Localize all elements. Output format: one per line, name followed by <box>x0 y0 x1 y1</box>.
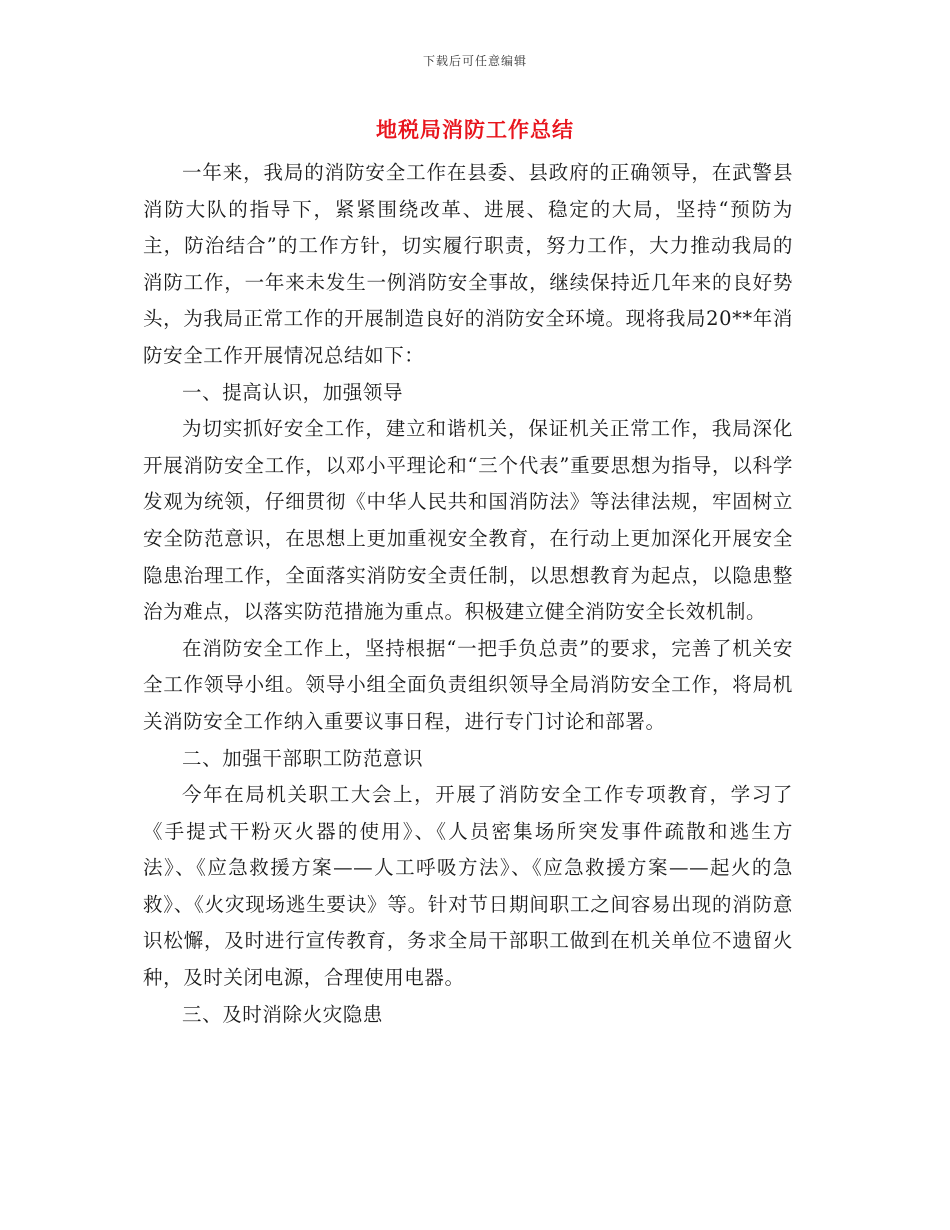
paragraph-section-1-b: 在消防安全工作上，坚持根据“一把手负总责”的要求，完善了机关安全工作领导小组。领导小组全面负责组织领导全局消防安全工作，将局机关消防安全工作纳入重要议事日程，进行专门讨论和部署。 <box>143 636 793 733</box>
paragraph-section-2: 今年在局机关职工大会上，开展了消防安全工作专项教育，学习了《手提式干粉灭火器的使用》、《人员密集场所突发事件疏散和逃生方法》、《应急救援方案——人工呼吸方法》、《应急救援方案——起火的急救》、《火灾现场逃生要诀》等。针对节日期间职工之间容易出现的消防意识松懈，及时进行宣传教育，务求全局干部职工做到在机关单位不遗留火种，及时关闭电源，合理使用电器。 <box>143 783 793 990</box>
paragraph-section-1-a: 为切实抓好安全工作，建立和谐机关，保证机关正常工作，我局深化开展消防安全工作，以邓小平理论和“三个代表”重要思想为指导，以科学发观为统领，仔细贯彻《中华人民共和国消防法》等法律法规，牢固树立安全防范意识，在思想上更加重视安全教育，在行动上更加深化开展安全隐患治理工作，全面落实消防安全责任制，以思想教育为起点，以隐患整治为难点，以落实防范措施为重点。积极建立健全消防安全长效机制。 <box>143 417 793 624</box>
header-note: 下载后可任意编辑 <box>422 54 527 68</box>
section-heading-2: 二、加强干部职工防范意识 <box>182 746 424 770</box>
section-heading-1: 一、提高认识，加强领导 <box>182 380 404 404</box>
document-body <box>143 155 793 1033</box>
paragraph-intro: 一年来，我局的消防安全工作在县委、县政府的正确领导，在武警县消防大队的指导下，紧紧围绕改革、进展、稳定的大局，坚持“预防为主，防治结合”的工作方针，切实履行职责，努力工作，大力推动我局的消防工作，一年来未发生一例消防安全事故，继续保持近几年来的良好势头，为我局正常工作的开展制造良好的消防安全环境。现将我局20**年消防安全工作开展情况总结如下： <box>143 161 793 367</box>
document-title: 地税局消防工作总结 <box>376 118 574 142</box>
section-heading-3: 三、及时消除火灾隐患 <box>182 1002 384 1026</box>
